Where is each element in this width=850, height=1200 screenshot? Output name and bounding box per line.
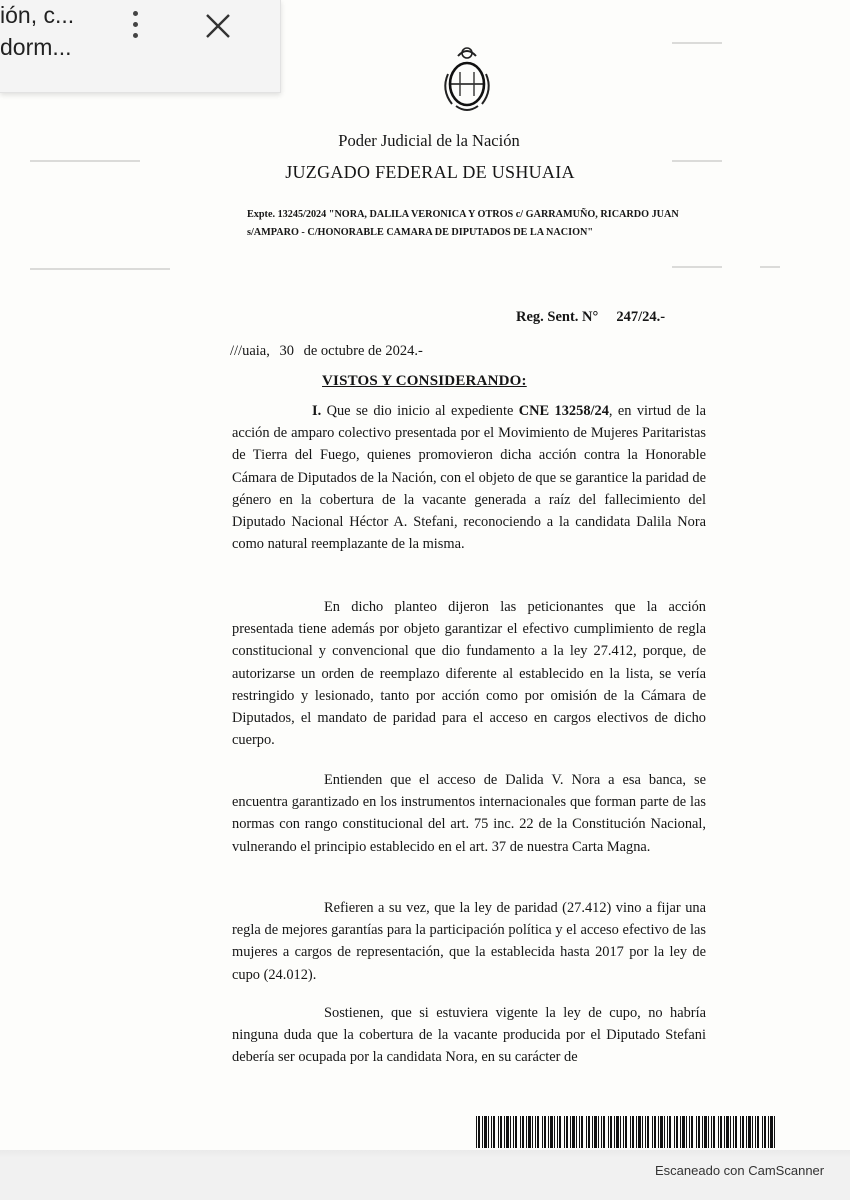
paragraph-5: Sostienen, que si estuviera vigente la ley de cupo, no habría ninguna duda que la cobertura de la vacante producida por el Diputado Stefani debería ser ocupada por la candidata Nora, en su carácter de: [232, 1005, 706, 1066]
page-edge: [0, 1150, 850, 1158]
more-vertical-icon[interactable]: [118, 8, 154, 42]
scan-artifact: [672, 42, 722, 44]
date-prefix: ///uaia,: [230, 343, 270, 359]
barcode-icon: [476, 1116, 778, 1148]
paragraph-1-text-a: Que se dio inicio al expediente: [321, 403, 519, 419]
close-icon[interactable]: [198, 6, 238, 46]
scan-artifact: [30, 160, 140, 162]
paragraph-4: Refieren a su vez, que la ley de paridad (27.412) vino a fijar una regla de mejores garantías para la participación política y el acceso efectivo de las mujeres a cargos de representación, que la establecida hasta 2017 por la ley de cupo (24.012).: [232, 900, 706, 983]
sentence-register: [516, 309, 665, 326]
register-label: Reg. Sent. N°: [516, 309, 599, 325]
case-reference: [247, 206, 717, 242]
paragraph-1-text-b: , en virtud de la acción de amparo colectivo presentada por el Movimiento de Mujeres Paritaristas de Tierra del Fuego, quienes promovieron dicha acción contra la Honorable Cámara de Diputados de la Nación, con el objeto de que se garantice la paridad de género en la cobertura de la vacante generada a raíz del fallecimiento del Diputado Nacional Héctor A. Stefani, reconociendo a la candidata Dalila Nora como natural reemplazante de la misma.: [232, 403, 706, 553]
case-reference-line1: Expte. 13245/2024 "NORA, DALILA VERONICA Y OTROS c/ GARRAMUÑO, RICARDO JUAN: [247, 209, 679, 220]
case-number: CNE 13258/24: [518, 403, 609, 419]
tab-subtitle[interactable]: dorm...: [0, 34, 72, 60]
date-rest: de octubre de 2024.-: [303, 343, 423, 359]
section-heading: VISTOS Y CONSIDERANDO:: [322, 373, 527, 389]
scan-artifact: [760, 266, 780, 268]
tab-title[interactable]: ión, c...: [0, 2, 75, 28]
paragraph-3: Entienden que el acceso de Dalida V. Nora a esa banca, se encuentra garantizado en los instrumentos internacionales que forman parte de las normas con rango constitucional del art. 75 inc. 22 de la Constitución Nacional, vulnerando el principio establecido en el art. 37 de nuestra Carta Magna.: [232, 772, 706, 855]
document-date: [230, 343, 423, 360]
camscanner-watermark: Escaneado con CamScanner: [655, 1163, 825, 1178]
register-number: 247/24.-: [616, 309, 666, 325]
date-day: 30: [279, 343, 294, 359]
court-office: JUZGADO FEDERAL DE USHUAIA: [285, 162, 575, 182]
court-name: Poder Judicial de la Nación: [338, 131, 520, 150]
scan-artifact: [672, 266, 722, 268]
argentine-coat-of-arms-icon: [438, 44, 496, 116]
browser-tab-overlay: [0, 0, 281, 93]
paragraph-2: En dicho planteo dijeron las peticionantes que la acción presentada tiene además por objeto garantizar el efectivo cumplimiento de regla constitucional y convencional que dio fundamento a la ley 27.412, porque, de autorizarse un orden de reemplazo diferente al establecido en la lista, se vería restringido y lesionado, tanto por acción como por omisión de la Cámara de Diputados, el mandato de paridad para el acceso en cargos electivos de dicho cuerpo.: [232, 599, 706, 749]
paragraph-1-number: I.: [312, 403, 322, 419]
case-reference-line2: s/AMPARO - C/HONORABLE CAMARA DE DIPUTADOS DE LA NACION": [247, 227, 594, 238]
paragraph-1: [232, 400, 706, 555]
scan-artifact: [30, 268, 170, 270]
scan-artifact: [672, 160, 722, 162]
